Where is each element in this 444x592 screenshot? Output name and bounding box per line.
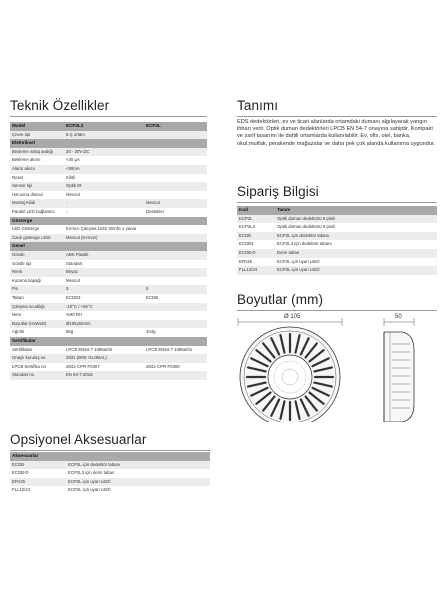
specs-row-label: Sertifikalar bbox=[12, 346, 33, 352]
detector-drawing bbox=[232, 310, 440, 422]
specs-section-row bbox=[10, 242, 207, 251]
opsiyonel-row-code: ECDB bbox=[12, 461, 24, 467]
opsiyonel-row bbox=[10, 478, 210, 487]
specs-row bbox=[10, 131, 207, 140]
specs-row bbox=[10, 165, 207, 174]
specs-row-label: Renk bbox=[12, 269, 23, 275]
specs-row-label: Gösterge bbox=[12, 217, 33, 223]
specs-row bbox=[10, 225, 207, 234]
siparis-table bbox=[237, 206, 437, 276]
specs-row-value-1: 2831-CPR-F0307 bbox=[66, 363, 100, 369]
specs-row-label: Elektriksel bbox=[12, 140, 35, 146]
opsiyonel-row bbox=[10, 469, 210, 478]
specs-row-value-1: Mevcut bbox=[66, 191, 80, 197]
specs-row-label: Hat sonu direnci bbox=[12, 191, 44, 197]
specs-row bbox=[10, 208, 207, 217]
opsiyonel-row-desc: ECP2L3 için derin taban bbox=[68, 470, 115, 476]
siparis-row bbox=[237, 240, 437, 249]
specs-row bbox=[10, 363, 207, 372]
siparis-row-code: ECDB-D bbox=[239, 250, 256, 255]
specs-header-label: Model bbox=[12, 123, 26, 128]
specs-row-value-1: 96g bbox=[66, 329, 74, 335]
specs-row-label: Paralel LED bağlantısı bbox=[12, 209, 55, 214]
opsiyonel-header-label: Aksesuarlar bbox=[12, 453, 39, 458]
specs-row-value-1: Standart bbox=[66, 260, 83, 266]
specs-row-label: Taban bbox=[12, 295, 24, 300]
siparis-row-desc: ECP2L3 için dedektör tabanı bbox=[277, 241, 332, 247]
specs-row bbox=[10, 311, 207, 320]
detector-top-view bbox=[240, 327, 340, 422]
specs-row-label: LED Gösterge bbox=[12, 226, 40, 232]
siparis-row-desc: Optik duman dedektörü 5 pimli bbox=[277, 215, 336, 221]
specs-row-label: Çevre tipi bbox=[12, 131, 31, 137]
specs-row-label: Koruma kapağı bbox=[12, 277, 42, 283]
specs-row-value-1: ECDB3 bbox=[66, 295, 81, 300]
tanim-title-rule bbox=[237, 116, 437, 117]
siparis-title: Sipariş Bilgisi bbox=[237, 184, 319, 199]
specs-row bbox=[10, 303, 207, 312]
specs-section-row bbox=[10, 337, 207, 346]
tanim-title: Tanımı bbox=[237, 98, 279, 113]
specs-row bbox=[10, 251, 207, 260]
opsiyonel-header-row bbox=[10, 452, 210, 461]
boyutlar-title: Boyutlar (mm) bbox=[237, 292, 324, 307]
specs-row-value-1: 3 bbox=[66, 286, 69, 292]
specs-row-label: Ağırlık bbox=[12, 329, 25, 335]
specs-row-label: Bekleme akımı bbox=[12, 157, 41, 163]
siparis-row bbox=[237, 223, 437, 232]
siparis-header-row bbox=[237, 206, 437, 215]
specs-row bbox=[10, 234, 207, 243]
siparis-row bbox=[237, 258, 437, 267]
specs-row-value-1: Mevcut (Kırmızı) bbox=[66, 234, 98, 240]
specs-row-value-1: Kırmızı Çalışma LEDi 30s'de 1 yanar bbox=[66, 226, 137, 232]
specs-row bbox=[10, 268, 207, 277]
siparis-header-desc: Tanım bbox=[277, 207, 291, 212]
siparis-row-desc: Optik duman dedektörü 3 pimli bbox=[277, 224, 336, 230]
opsiyonel-title-rule bbox=[10, 450, 210, 451]
siparis-row-code: FLL12/24 bbox=[239, 267, 258, 273]
siparis-row-desc: ECP2L için uyarı LEDİ bbox=[277, 267, 320, 273]
specs-row-label: Sertifikalar bbox=[12, 338, 36, 343]
specs-header-col2: ECP2L bbox=[146, 123, 161, 128]
specs-row-value-2: 2831-CPR-F0306 bbox=[146, 363, 180, 369]
specs-row-value-1: EN 54-7:2018 bbox=[66, 372, 93, 378]
specs-row-value-1: - bbox=[66, 209, 68, 214]
specs-row-label: Reset bbox=[12, 174, 24, 180]
specs-row bbox=[10, 191, 207, 200]
specs-row-value-1: <40 µA bbox=[66, 157, 80, 163]
specs-row-value-2: Mevcut bbox=[146, 200, 160, 206]
specs-row-value-1: %90 RH bbox=[66, 312, 83, 318]
specs-row bbox=[10, 354, 207, 363]
opsiyonel-row-code: ECDB-D bbox=[12, 470, 29, 476]
specs-row-value-1: 8 iç ortam bbox=[66, 131, 85, 137]
specs-row bbox=[10, 277, 207, 286]
siparis-row-code: ECP2L bbox=[239, 215, 253, 221]
specs-table bbox=[10, 122, 207, 382]
specs-row-value-1: Optik IR bbox=[66, 183, 82, 189]
specs-row-value-1: ABS Plastik bbox=[66, 252, 89, 257]
specs-section-row bbox=[10, 217, 207, 226]
tanim-text: EDS dedektörleri, ev ve ticari alanlarda ortamdaki dumanı algılayarak yangın ihbarı verir. Optik duman dedektörleri LPCB EN 54-7 onayına sahiptir. Kompakt ve zarif tasarımı ile dahili ortamlarda kullanılabilir. Ev, ofis, otel, banka, okul,mutfak, perakende mağazalar ve daha pek çok alanda kullanıma uygundur. bbox=[237, 119, 436, 147]
opsiyonel-row-code: FLL12/24 bbox=[12, 487, 31, 493]
specs-row-value-2: 5 bbox=[146, 286, 149, 292]
specs-row-label: Gövde tipi bbox=[12, 260, 32, 266]
specs-row-value-2: ECDB bbox=[146, 295, 158, 300]
siparis-row-code: ECDB bbox=[239, 232, 251, 238]
siparis-header-code: Kod bbox=[239, 207, 248, 212]
specs-header-row bbox=[10, 122, 207, 131]
specs-row-value-2: 104g bbox=[146, 329, 156, 335]
specs-row-value-1: Ø105x50mm bbox=[66, 320, 91, 326]
specs-row bbox=[10, 371, 207, 380]
specs-title: Teknik Özellikler bbox=[10, 98, 110, 113]
height-label: 50 bbox=[395, 314, 402, 320]
opsiyonel-row-code: EPA25 bbox=[12, 478, 26, 484]
specs-row bbox=[10, 346, 207, 355]
siparis-row-desc: Derin taban bbox=[277, 250, 300, 255]
specs-row bbox=[10, 320, 207, 329]
specs-row-value-1: 20 - 30V DC bbox=[66, 148, 90, 154]
specs-row-value-1: -10°C / +50°C bbox=[66, 303, 93, 309]
specs-row bbox=[10, 148, 207, 157]
siparis-row bbox=[237, 232, 437, 241]
specs-row-label: LPCB Sertifika no bbox=[12, 363, 46, 369]
opsiyonel-row bbox=[10, 461, 210, 470]
specs-row-label: Canlı gösterge LEDi bbox=[12, 234, 51, 240]
opsiyonel-row-desc: ECP2L için uyarı LEDİ bbox=[68, 487, 111, 493]
specs-row bbox=[10, 156, 207, 165]
specs-row-label: Sensor tipi bbox=[12, 183, 33, 189]
detector-drawing-svg bbox=[232, 310, 440, 422]
specs-row-label: Boyutlar (HxWxD) bbox=[12, 320, 47, 326]
specs-row-label: Besleme voltaj aralığı bbox=[12, 148, 54, 154]
specs-row-label: Nem bbox=[12, 312, 22, 318]
specs-row bbox=[10, 260, 207, 269]
specs-row-value-1: Kilitli bbox=[66, 174, 75, 180]
specs-row bbox=[10, 328, 207, 337]
specs-row-label: Genel bbox=[12, 243, 25, 249]
specs-row bbox=[10, 294, 207, 303]
diameter-label: Ø 105 bbox=[284, 314, 301, 320]
specs-title-rule bbox=[10, 116, 207, 117]
specs-row-value-1: Mevcut bbox=[66, 277, 80, 283]
specs-row-value-1: LPCB EN54-7 1086a/02 bbox=[66, 346, 113, 352]
siparis-row bbox=[237, 215, 437, 224]
specs-row-value-1: 2831 (BRE GLOBAL) bbox=[66, 355, 107, 361]
specs-row-label: Çalışma sıcaklığı bbox=[12, 303, 45, 309]
detector-side-view bbox=[384, 332, 414, 422]
opsiyonel-row-desc: ECP2L için uyarı LEDİ bbox=[68, 478, 111, 484]
specs-row-value-1: <90mA bbox=[66, 166, 80, 171]
siparis-row-desc: ECP2L için uyarı LEDİ bbox=[277, 258, 320, 264]
specs-row bbox=[10, 174, 207, 183]
specs-row-label: Pin bbox=[12, 286, 19, 292]
opsiyonel-row-desc: ECP2L için dedektör tabanı bbox=[68, 461, 121, 467]
siparis-title-rule bbox=[237, 202, 437, 203]
siparis-row bbox=[237, 266, 437, 275]
specs-row-label: Onaylı kuruluş no bbox=[12, 355, 46, 361]
specs-header-col1: ECP2L3 bbox=[66, 123, 84, 128]
specs-row-value-1: Beyaz bbox=[66, 269, 78, 275]
specs-row-label: Alarm akımı bbox=[12, 166, 35, 171]
specs-row-label: Montaj Kilidi bbox=[12, 200, 36, 206]
siparis-row-code: EPA25 bbox=[239, 258, 253, 264]
specs-row bbox=[10, 199, 207, 208]
specs-section-row bbox=[10, 139, 207, 148]
opsiyonel-row bbox=[10, 486, 210, 495]
specs-row bbox=[10, 182, 207, 191]
specs-row-label: Standart no bbox=[12, 372, 35, 378]
siparis-row-code: ECDB3 bbox=[239, 241, 254, 247]
siparis-row-code: ECP2L3 bbox=[239, 224, 256, 230]
specs-row-value-2: Destekler bbox=[146, 209, 165, 214]
siparis-row-desc: ECP2L için dedektör tabanı bbox=[277, 232, 330, 238]
opsiyonel-title: Opsiyonel Aksesuarlar bbox=[10, 432, 147, 447]
siparis-row bbox=[237, 249, 437, 258]
specs-row bbox=[10, 285, 207, 294]
specs-row-value-2: LPCB EN54-7 1086a/01 bbox=[146, 346, 193, 352]
specs-row-label: Gövde bbox=[12, 252, 25, 257]
opsiyonel-table bbox=[10, 452, 210, 502]
specs-row-value-1: - bbox=[66, 200, 68, 206]
